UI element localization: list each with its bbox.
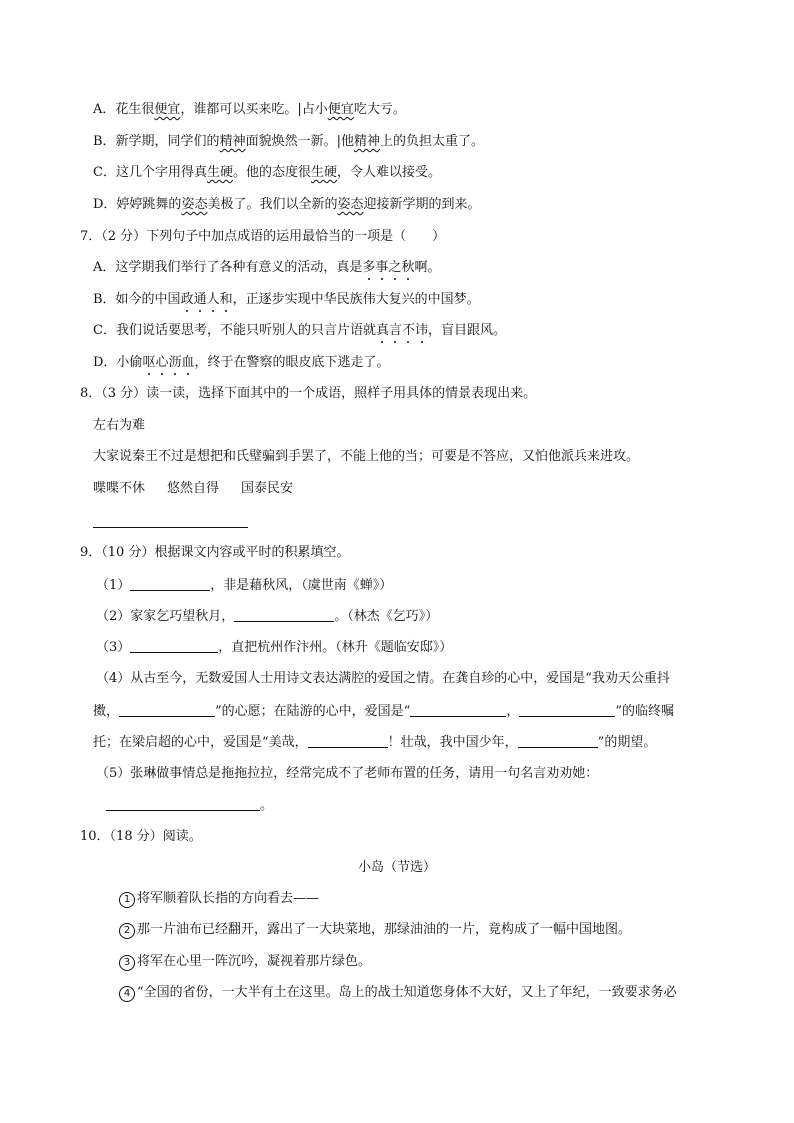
q7-a-idiom-char: 秋 xyxy=(401,260,415,275)
paragraph-number: 1 xyxy=(119,892,135,908)
q7-b-idiom-char: 人 xyxy=(206,292,220,307)
passage-paragraph xyxy=(119,890,319,908)
q8-option: 喋喋不休 xyxy=(93,481,146,496)
q8-options xyxy=(93,480,293,498)
q9-sub5-end: 。 xyxy=(260,798,274,813)
q7-stem-text: 7．（2 分）下列句子中加点成语的运用最恰当的一项是（ ） xyxy=(80,229,446,244)
q7-a-pre: A．这学期我们举行了各种有意义的活动，真是 xyxy=(93,260,363,275)
q10-stem-text: 10．（18 分）阅读。 xyxy=(80,829,202,844)
q7-b-pre: B．如今的中国 xyxy=(93,292,181,307)
q9-sub5 xyxy=(96,765,598,783)
q7-b-idiom-char: 通 xyxy=(193,292,207,307)
q9-stem-text: 9．（10 分）根据课文内容或平时的积累填空。 xyxy=(80,545,350,560)
paragraph-number: 4 xyxy=(119,986,135,1002)
q9-sub4-blank-2[interactable] xyxy=(410,702,506,717)
q9-sub4-blank-5[interactable] xyxy=(518,733,598,748)
q7-b-idiom-char: 和 xyxy=(219,292,233,307)
q8-example-idiom-text: 左右为难 xyxy=(93,418,146,433)
q7-d-idiom-char: 血 xyxy=(181,355,195,370)
q7-d-idiom-char: 呕 xyxy=(142,355,156,370)
q9-sub1-text: ，非是藉秋风，（虞世南《蝉》） xyxy=(210,578,393,593)
q9-sub1 xyxy=(96,576,392,595)
q7-a-idiom-char: 之 xyxy=(388,260,402,275)
q9-sub4-line1-text: （4）从古至今，无数爱国人士用诗文表达满腔的爱国之情。在龚自珍的心中，爱国是“我劝天公重抖 xyxy=(96,671,670,686)
q9-sub2 xyxy=(96,607,438,626)
q9-sub4-line3 xyxy=(93,733,656,752)
passage-paragraph xyxy=(119,953,371,971)
q6-option-d-text: D．婷婷跳舞的姿态美极了。我们以全新的姿态迎接新学期的到来。 xyxy=(93,197,481,212)
q7-d-pre: D．小偷 xyxy=(93,355,143,370)
emphasized-word: 便宜 xyxy=(327,102,354,117)
q7-option-d xyxy=(93,354,390,372)
paragraph-text: 将军在心里一阵沉吟，凝视着那片绿色。 xyxy=(137,954,372,969)
q7-option-a xyxy=(93,259,440,277)
q7-a-idiom-char: 多 xyxy=(362,260,376,275)
q7-a-post: 啊。 xyxy=(414,260,441,275)
q9-sub4-line2-pre: 擞， xyxy=(93,704,120,719)
paragraph-number: 3 xyxy=(119,955,135,971)
emphasized-word: 精神 xyxy=(219,134,246,149)
q7-c-idiom-char: 讳 xyxy=(415,323,429,338)
q9-sub4-line3-post: ”的期望。 xyxy=(597,735,657,750)
q8-stem-text: 8．（3 分）读一读，选择下面其中的一个成语，照样子用具体的情景表现出来。 xyxy=(80,386,537,401)
paragraph-text: 那一片油布已经翻开，露出了一大块菜地，那绿油油的一片，竟构成了一幅中国地图。 xyxy=(137,922,632,937)
q6-option-d xyxy=(93,196,481,214)
paragraph-number: 2 xyxy=(119,923,135,939)
q9-sub1-blank[interactable] xyxy=(130,576,210,591)
q9-sub4-line1 xyxy=(96,670,670,688)
q8-stem xyxy=(80,385,536,403)
paragraph-text: “全国的省份，一大半有土在这里。岛上的战士知道您身体不大好，又上了年纪，一致要求务必 xyxy=(137,985,677,1000)
q9-sub1-num: （1） xyxy=(96,578,131,593)
q7-b-post: ，正逐步实现中华民族伟大复兴的中国梦。 xyxy=(232,292,480,307)
emphasized-word: 姿态 xyxy=(337,197,364,212)
passage-title-text: 小岛（节选） xyxy=(357,860,436,875)
q6-option-b xyxy=(93,133,484,151)
q7-c-post: ，盲目跟风。 xyxy=(428,323,507,338)
q9-sub2-post: 。（林杰《乞巧》） xyxy=(334,609,439,624)
q9-sub2-text: （2）家家乞巧望秋月， xyxy=(96,609,235,624)
q9-sub3-text: ，直把杭州作汴州。（林升《题临安邸》） xyxy=(218,640,453,655)
paragraph-text: 将军顺着队长指的方向看去—— xyxy=(137,891,320,906)
q9-sub4-line3-mid: ！壮哉，我中国少年， xyxy=(387,735,518,750)
q9-sub4-blank-4[interactable] xyxy=(308,733,388,748)
q7-c-idiom-char: 不 xyxy=(401,323,415,338)
q9-sub4-line2-post: ”的临终嘱 xyxy=(615,704,674,719)
q7-stem xyxy=(80,228,445,246)
q9-sub4-line3-pre: 托；在梁启超的心中，爱国是“美哉， xyxy=(93,735,308,750)
q9-sub4-line2-comma: ， xyxy=(506,704,520,719)
q9-stem xyxy=(80,544,349,562)
q9-sub3-blank[interactable] xyxy=(130,638,218,653)
q9-sub5-blank[interactable] xyxy=(106,796,260,811)
q9-sub2-blank[interactable] xyxy=(234,607,334,622)
emphasized-word: 姿态 xyxy=(181,197,208,212)
emphasized-word: 生硬 xyxy=(206,165,233,180)
q6-option-a xyxy=(93,101,406,119)
q6-option-c-text: C．这几个字用得真生硬。他的态度很生硬，令人难以接受。 xyxy=(93,165,442,180)
q7-d-post: ，终于在警察的眼皮底下逃走了。 xyxy=(194,355,390,370)
q7-a-idiom-char: 事 xyxy=(375,260,389,275)
emphasized-word: 生硬 xyxy=(310,165,337,180)
q9-sub3 xyxy=(96,638,452,657)
q8-option: 悠然自得 xyxy=(167,481,220,496)
q9-sub4-blank-3[interactable] xyxy=(519,702,615,717)
q7-option-b xyxy=(93,291,480,309)
q9-sub5-answer xyxy=(106,796,273,815)
q7-c-idiom-char: 言 xyxy=(388,323,402,338)
passage-paragraph xyxy=(119,921,631,939)
emphasized-word: 便宜 xyxy=(154,102,181,117)
q6-option-b-text: B．新学期，同学们的精神面貌焕然一新。|他精神上的负担太重了。 xyxy=(93,134,484,149)
q9-sub3-num: （3） xyxy=(96,640,131,655)
q7-d-idiom-char: 心 xyxy=(155,355,169,370)
q10-stem xyxy=(80,828,202,846)
q6-option-c xyxy=(93,164,441,182)
q8-answer-line[interactable] xyxy=(93,527,248,528)
q7-c-idiom-char: 真 xyxy=(375,323,389,338)
q7-c-pre: C．我们说话要思考，不能只听别人的只言片语就 xyxy=(93,323,376,338)
emphasized-word: 精神 xyxy=(353,134,380,149)
passage-paragraph xyxy=(119,984,677,1002)
q9-sub4-line2-mid: ”的心愿；在陆游的心中，爱国是“ xyxy=(215,704,411,719)
q7-d-idiom-char: 沥 xyxy=(168,355,182,370)
passage-title xyxy=(0,859,794,877)
q8-example-idiom xyxy=(93,417,145,435)
q8-option: 国泰民安 xyxy=(241,481,294,496)
q7-b-idiom-char: 政 xyxy=(180,292,194,307)
q9-sub5-text: （5）张琳做事情总是拖拖拉拉，经常完成不了老师布置的任务，请用一句名言劝劝她： xyxy=(96,766,599,781)
q8-example-sentence: 大家说秦王不过是想把和氏璧骗到手罢了，不能上他的当；可要是不答应，又怕他派兵来进攻。 xyxy=(93,449,640,464)
q7-option-c xyxy=(93,322,506,340)
q6-option-a-text: A．花生很便宜，谁都可以买来吃。|占小便宜吃大亏。 xyxy=(93,102,406,117)
q9-sub4-blank-1[interactable] xyxy=(119,702,215,717)
q8-example-text xyxy=(93,448,639,466)
q9-sub4-line2 xyxy=(93,702,674,721)
